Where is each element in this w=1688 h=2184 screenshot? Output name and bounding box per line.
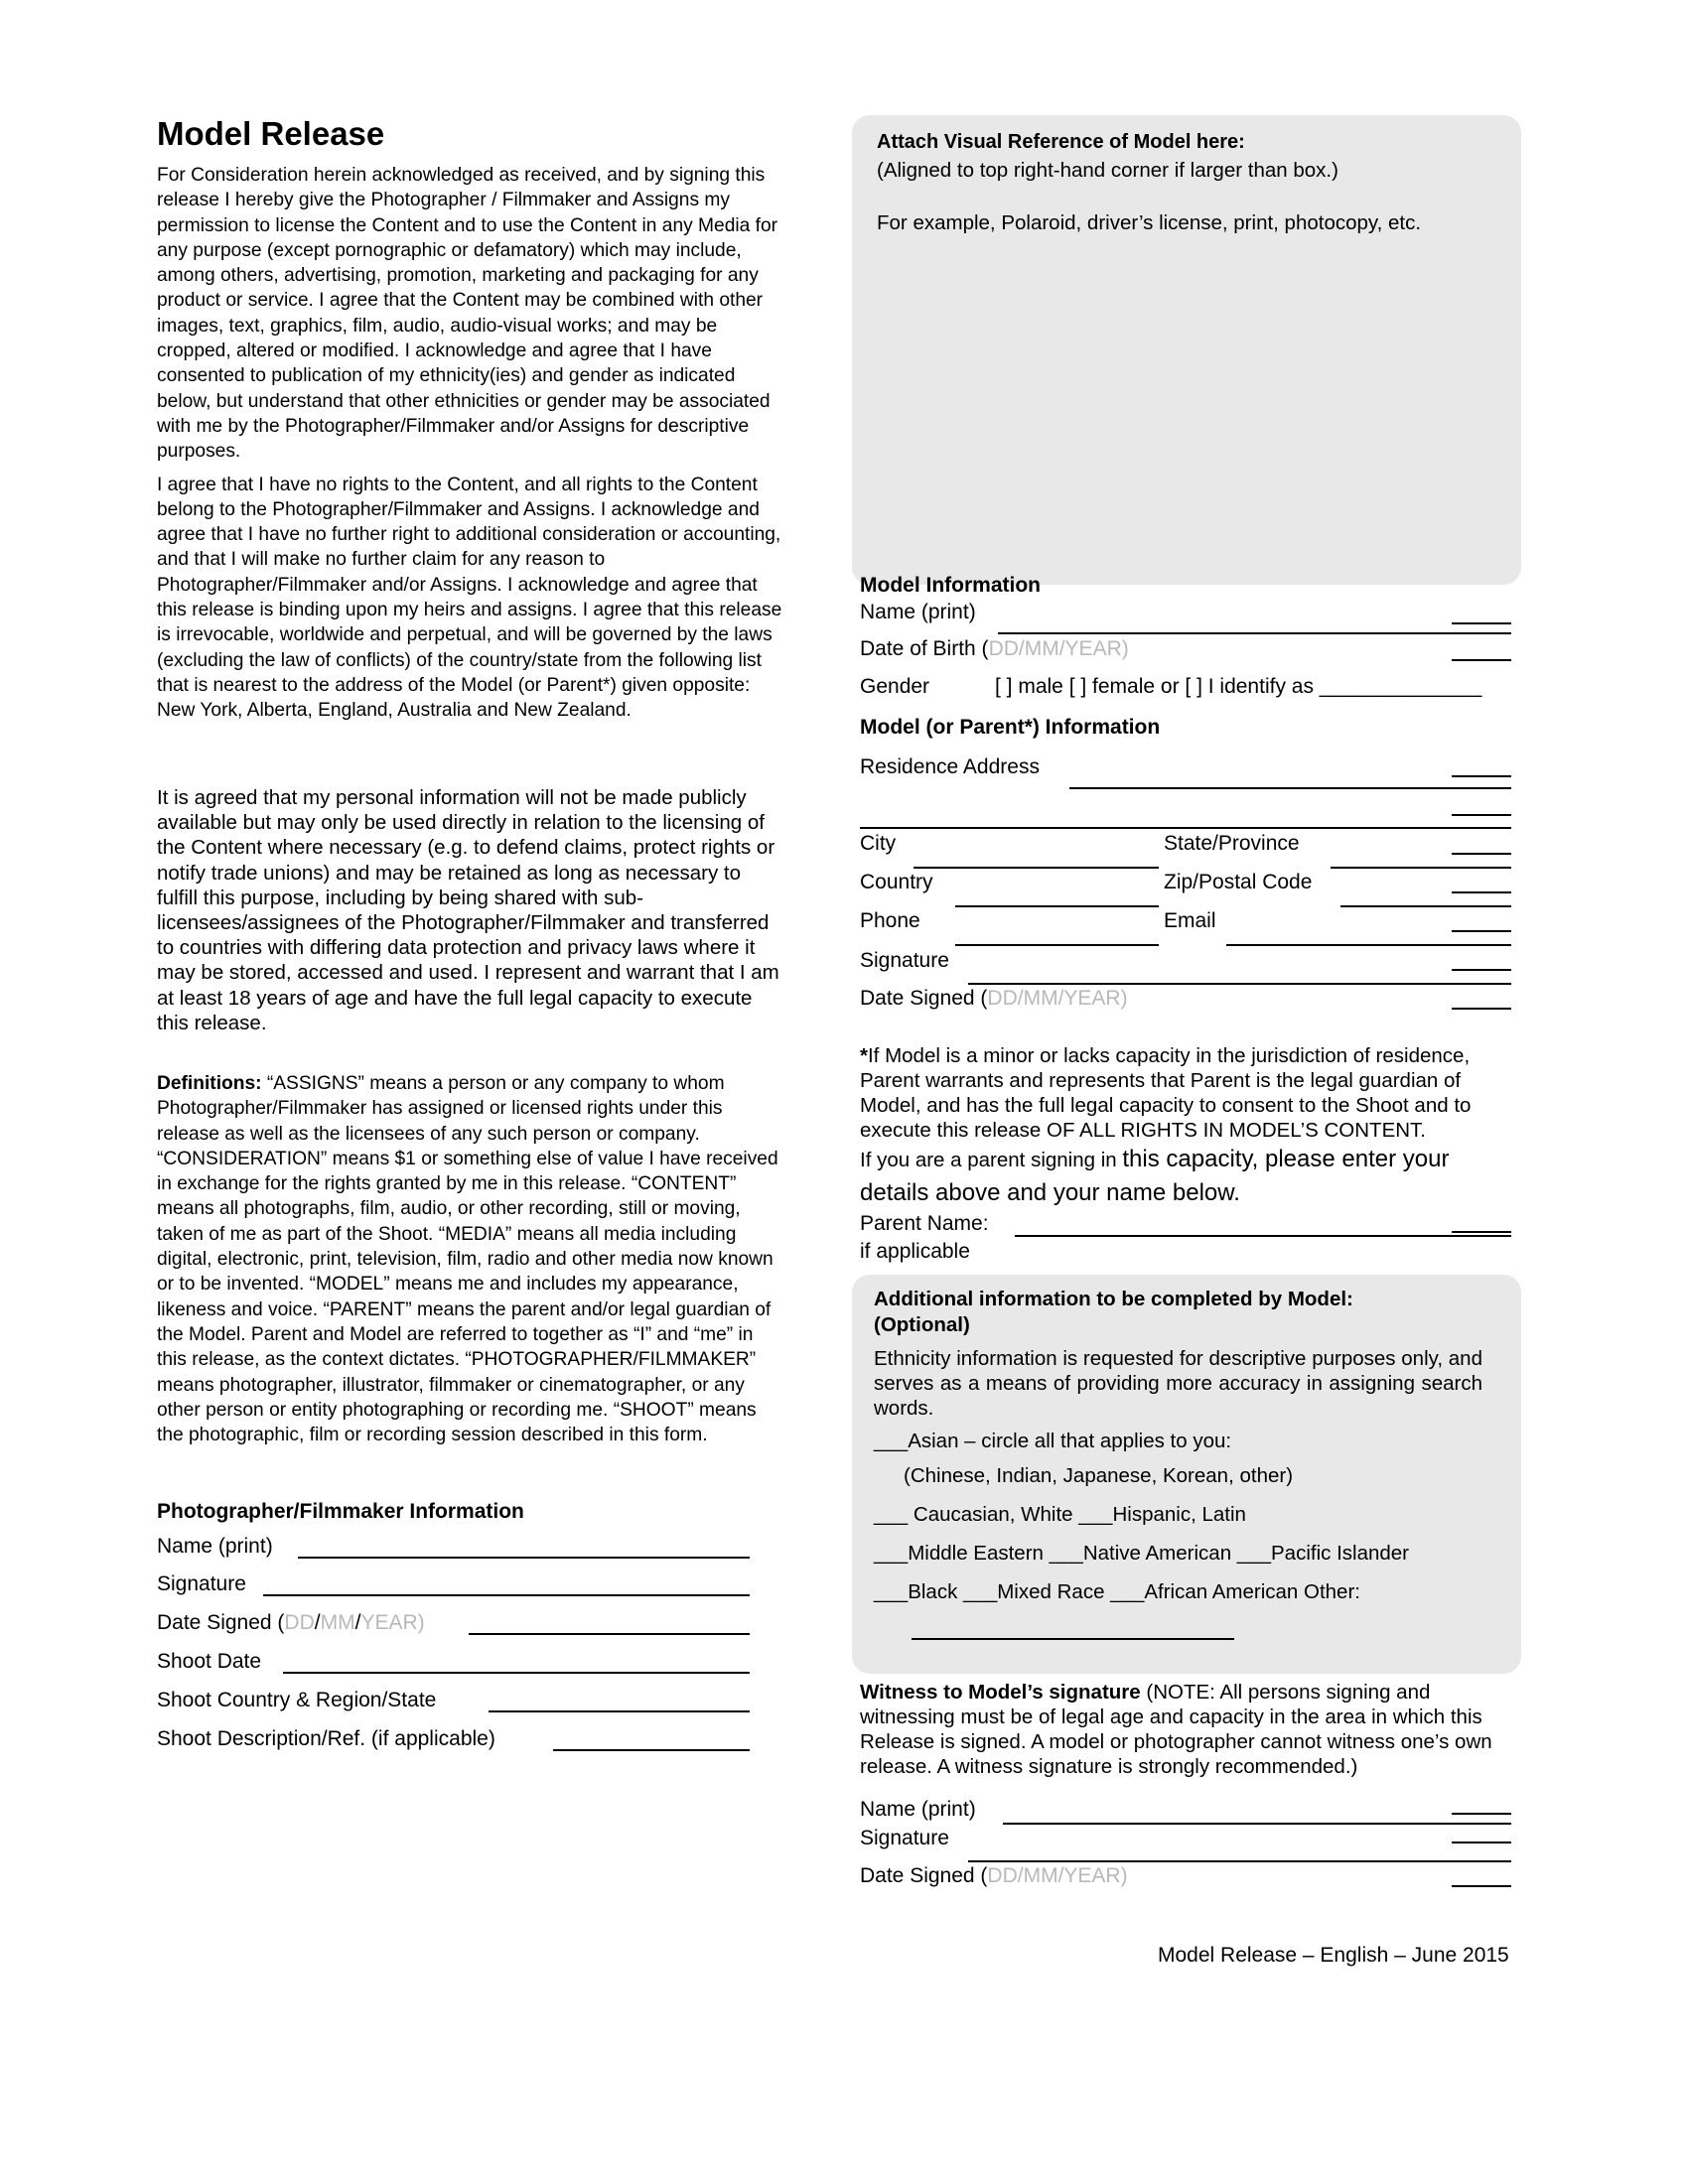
terms-paragraph-privacy: It is agreed that my personal information will not be made publicly available but may only be used directly in relation to the licensing of the Content where necessary (e.g. to defend claims, protect rights or notify trade unions) and may be retained as long as necessary to fulfill this purpose, including by being shared with sub-licensees/assignees of the Photographer/Filmmaker and transferred to countries with differing data protection and privacy laws where it may be stored, accessed and used. I represent and warrant that I am at least 18 years of age and have the full legal capacity to execute this release. [157, 786, 779, 1034]
witness-note: (NOTE: All persons signing and witnessing must be of legal age and capacity in the area in which this Release is signed. A model or photographer cannot witness one’s own release. A witness signature is strongly recommended.) [860, 1681, 1492, 1778]
terms-paragraph-consideration: For Consideration herein acknowledged as received, and by signing this release I hereby give the Photographer / Filmmaker and Assigns my permission to license the Content and to use the Content in any Media for any purpose (except pornographic or defamatory) which may include, among others, advertising, promotion, marketing and packaging for any product or service. I agree that the Content may be combined with other images, text, graphics, film, audio, audio-visual works; and may be cropped, altered or modified. I acknowledge and agree that I have consented to publication of my ethnicity(ies) and gender as indicated below, but understand that other ethnicities or gender may be associated with me by the Photographer/Filmmaker and/or Assigns for descriptive purposes. [157, 165, 778, 463]
parent-signing-instruction-a: If you are a parent signing in [860, 1149, 1123, 1171]
residence-address-field[interactable] [1069, 787, 1511, 789]
city-field[interactable] [914, 867, 1159, 869]
parent-note-star: * [860, 1044, 868, 1067]
shoot-description-label: Shoot Description/Ref. (if applicable) [157, 1727, 495, 1750]
witness-name-label: Name (print) [860, 1798, 976, 1821]
photographer-heading: Photographer/Filmmaker Information [157, 1500, 524, 1523]
shoot-description-field[interactable] [553, 1749, 750, 1751]
state-label: State/Province [1164, 832, 1300, 855]
model-name-label: Name (print) [860, 601, 976, 623]
zip-field[interactable] [1340, 905, 1511, 907]
city-label: City [860, 832, 897, 855]
gender-options[interactable]: [ ] male [ ] female or [ ] I identify as ______________ [995, 675, 1482, 698]
witness-date-placeholder: DD/MM/YEAR) [987, 1864, 1128, 1887]
witness-date-field[interactable] [1452, 1885, 1511, 1887]
witness-date-label [860, 1864, 1128, 1888]
parent-date-text: Date Signed ( [860, 987, 988, 1010]
shoot-country-field[interactable] [489, 1710, 750, 1712]
residence-address-line2-field[interactable] [860, 827, 1511, 829]
shoot-country-label: Shoot Country & Region/State [157, 1689, 437, 1711]
date-dd: DD [284, 1611, 315, 1634]
email-end-field[interactable] [1452, 930, 1511, 932]
ethnicity-description: Ethnicity information is requested for descriptive purposes only, and serves as a means of providing more accuracy in assigning search words. [874, 1347, 1482, 1420]
witness-paragraph [860, 1680, 1523, 1779]
photographer-date-field[interactable] [469, 1633, 750, 1635]
phone-label: Phone [860, 909, 920, 932]
country-field[interactable] [955, 905, 1159, 907]
model-name-field[interactable] [998, 632, 1511, 634]
visual-reference-box[interactable] [852, 115, 1521, 585]
visual-reference-heading: Attach Visual Reference of Model here: [877, 131, 1245, 153]
parent-signature-end-field[interactable] [1452, 969, 1511, 971]
ethnicity-asian-list[interactable]: (Chinese, Indian, Japanese, Korean, other) [904, 1464, 1294, 1487]
zip-end-field[interactable] [1452, 891, 1511, 893]
model-dob-field[interactable] [1452, 659, 1511, 661]
parent-note [860, 1043, 1523, 1143]
witness-signature-field[interactable] [968, 1860, 1511, 1862]
parent-signature-field[interactable] [968, 983, 1511, 985]
photographer-signature-label: Signature [157, 1572, 246, 1595]
parent-name-field[interactable] [1015, 1235, 1511, 1237]
email-label: Email [1164, 909, 1216, 932]
photographer-date-label [157, 1611, 425, 1635]
dob-placeholder: DD/MM/YEAR) [988, 637, 1129, 660]
definitions-text: “ASSIGNS” means a person or any company to whom Photographer/Filmmaker has assigned or licensed rights under this release as well as the licensees of any such person or company. “CONSIDERATION” means $1 or something else of value I have received in exchange for the rights granted by me in this release. “CONTENT” means all photographs, film, audio, or other recording, still or moving, taken of me as part of the Shoot. “MEDIA” means all media including digital, electronic, print, television, film, radio and other media now known or to be invented. “MODEL” means me and includes my appearance, likeness and voice. “PARENT” means the parent and/or legal guardian of the Model. Parent and Model are referred to together as “I” and “me” in this release, as the context dictates. “PHOTOGRAPHER/FILMMAKER” means photographer, illustrator, filmmaker or cinematographer, or any other person or entity photographing or recording me. “SHOOT” means the photographic, film or recording session described in this form. [157, 1073, 778, 1446]
phone-field[interactable] [955, 944, 1159, 946]
model-name-end-field[interactable] [1452, 622, 1511, 624]
parent-signature-label: Signature [860, 949, 949, 972]
date-sep-1: / [314, 1611, 321, 1634]
definitions-paragraph [157, 1071, 782, 1447]
definitions-label: Definitions: [157, 1073, 262, 1094]
date-mm: MM [320, 1611, 355, 1634]
visual-reference-instruction: (Aligned to top right-hand corner if larger than box.) [877, 159, 1338, 182]
country-label: Country [860, 871, 933, 893]
photographer-name-field[interactable] [298, 1557, 750, 1559]
release-terms [157, 163, 782, 724]
parent-note-text: If Model is a minor or lacks capacity in the jurisdiction of residence, Parent warrants and represents that Parent is the legal guardian of Model, and has the full legal capacity to consent to the Shoot and to execute this release OF ALL RIGHTS IN MODEL’S CONTENT. [860, 1044, 1472, 1142]
if-applicable-label: if applicable [860, 1240, 970, 1263]
additional-info-heading: Additional information to be completed by Model: [874, 1288, 1353, 1310]
page-title: Model Release [157, 115, 385, 152]
dob-text: Date of Birth ( [860, 637, 989, 660]
model-dob-label [860, 637, 1129, 661]
date-sep-2: / [354, 1611, 361, 1634]
additional-info-box [852, 1275, 1521, 1674]
parent-name-end-field[interactable] [1452, 1231, 1511, 1233]
parent-date-field[interactable] [1452, 1008, 1511, 1010]
email-field[interactable] [1226, 944, 1511, 946]
date-year: YEAR) [360, 1611, 425, 1634]
parent-info-heading: Model (or Parent*) Information [860, 716, 1161, 739]
parent-signing-instruction-b: this capacity, please enter your details above and your name below. [860, 1146, 1450, 1206]
model-gender-label: Gender [860, 675, 930, 698]
terms-paragraph-rights: I agree that I have no rights to the Content, and all rights to the Content belong to the Photographer/Filmmaker and Assigns. I acknowledge and agree that I have no further right to additional consideration or accounting, and that I will make no further claim for any reason to Photographer/Filmmaker and/or Assigns. I acknowledge and agree that this release is binding upon my heirs and assigns. I agree that this release is irrevocable, worldwide and perpetual, and will be governed by the laws (excluding the law of conflicts) of the country/state from the following list that is nearest to the address of the Model (or Parent*) given opposite: New York, Alberta, England, Australia and New Zealand. [157, 474, 782, 722]
residence-address-label: Residence Address [860, 755, 1040, 778]
shoot-date-label: Shoot Date [157, 1650, 262, 1673]
shoot-date-field[interactable] [283, 1672, 750, 1674]
additional-info-optional: (Optional) [874, 1313, 970, 1336]
parent-date-placeholder: DD/MM/YEAR) [987, 987, 1128, 1010]
ethnicity-row-caucasian-hispanic[interactable]: ___ Caucasian, White ___Hispanic, Latin [874, 1503, 1246, 1526]
photographer-name-label: Name (print) [157, 1535, 273, 1558]
visual-reference-example: For example, Polaroid, driver’s license, print, photocopy, etc. [877, 211, 1422, 234]
witness-heading: Witness to Model’s signature [860, 1681, 1141, 1704]
ethnicity-row-black-mixed[interactable]: ___Black ___Mixed Race ___African American Other: [874, 1580, 1360, 1603]
zip-label: Zip/Postal Code [1164, 871, 1313, 893]
parent-date-label [860, 987, 1128, 1011]
witness-date-text: Date Signed ( [860, 1864, 988, 1887]
parent-name-label: Parent Name: [860, 1212, 989, 1235]
photographer-signature-field[interactable] [263, 1594, 750, 1596]
witness-name-field[interactable] [1003, 1823, 1511, 1825]
state-field[interactable] [1331, 867, 1511, 869]
date-signed-text: Date Signed ( [157, 1611, 285, 1634]
witness-signature-label: Signature [860, 1827, 949, 1849]
ethnicity-other-field[interactable] [912, 1638, 1234, 1640]
ethnicity-asian[interactable]: ___Asian – circle all that applies to you: [874, 1430, 1232, 1452]
state-end-field[interactable] [1452, 853, 1511, 855]
ethnicity-row-middle-eastern[interactable]: ___Middle Eastern ___Native American ___Pacific Islander [874, 1542, 1409, 1565]
residence-address-end-field[interactable] [1452, 775, 1511, 777]
residence-address-line2-end-field[interactable] [1452, 814, 1511, 816]
witness-signature-end-field[interactable] [1452, 1842, 1511, 1843]
parent-signing-instruction [860, 1143, 1523, 1210]
page-footer: Model Release – English – June 2015 [1158, 1944, 1509, 1967]
model-info-heading: Model Information [860, 574, 1041, 597]
witness-name-end-field[interactable] [1452, 1813, 1511, 1815]
